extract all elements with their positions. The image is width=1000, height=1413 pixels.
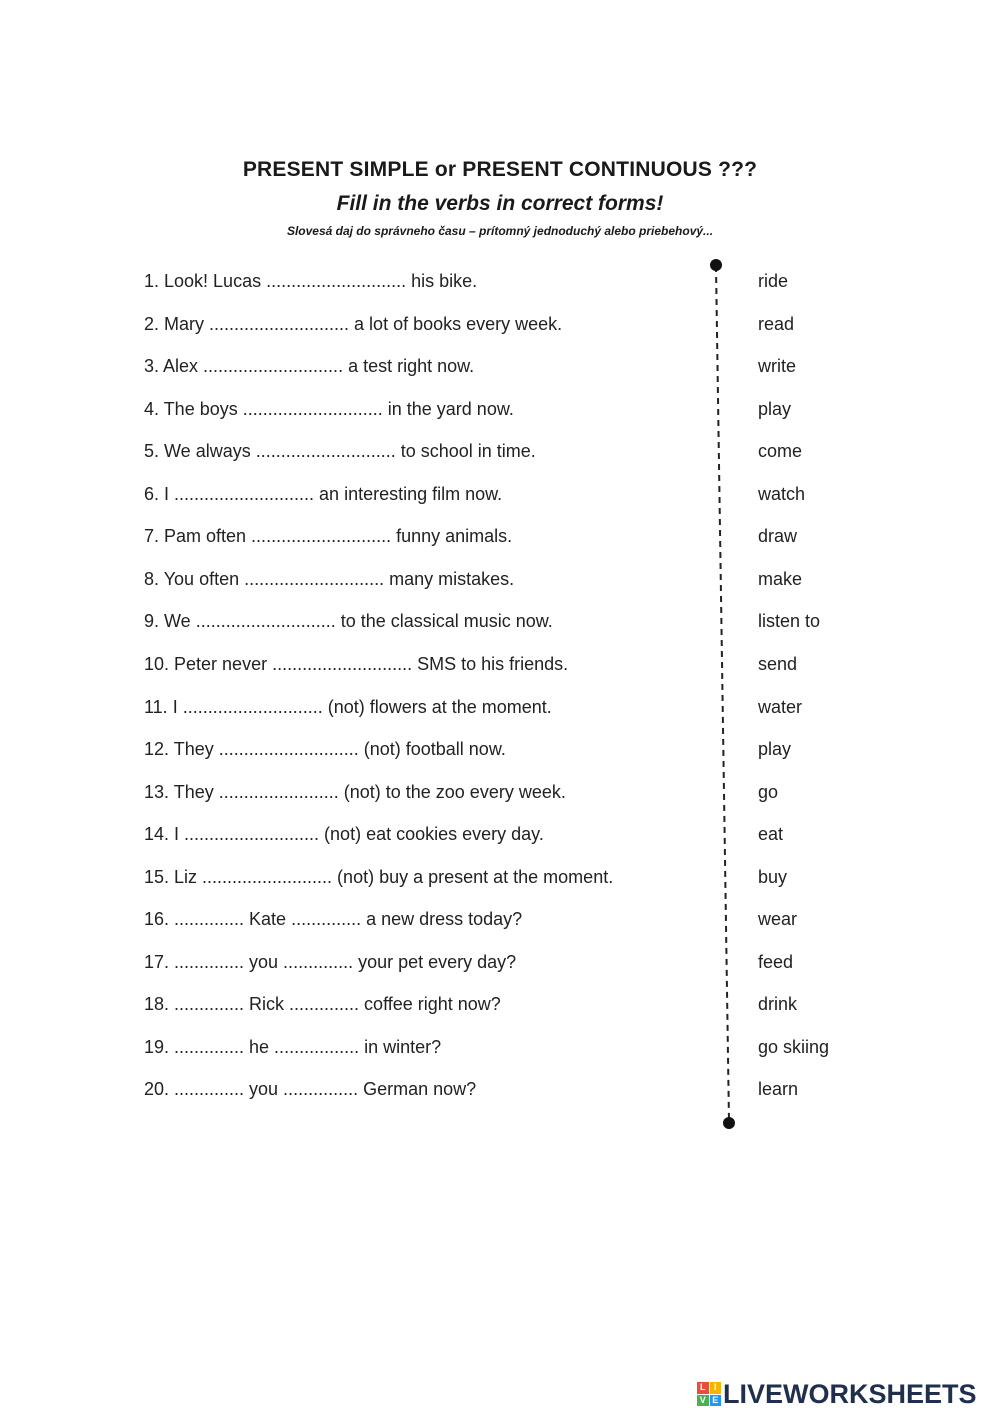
exercise-verb: go xyxy=(758,781,779,802)
logo-mark-cell: L xyxy=(697,1382,709,1394)
exercise-row xyxy=(0,526,1000,556)
exercise-row xyxy=(0,399,1000,429)
exercise-row xyxy=(0,1079,1000,1109)
exercise-verb: watch xyxy=(758,483,806,504)
worksheet-title: PRESENT SIMPLE or PRESENT CONTINUOUS ??? xyxy=(242,158,758,181)
liveworksheets-logo-mark xyxy=(697,1382,721,1406)
exercise-sentence: 14. I ........................... (not) eat cookies every day. xyxy=(144,824,544,845)
exercise-sentence: 2. Mary ............................ a lot of books every week. xyxy=(144,313,563,334)
exercise-sentence: 7. Pam often ............................ funny animals. xyxy=(144,526,513,547)
logo-mark-cell: V xyxy=(697,1395,709,1407)
exercise-verb: come xyxy=(758,441,803,462)
exercise-row xyxy=(0,484,1000,514)
exercise-sentence: 11. I ............................ (not) flowers at the moment. xyxy=(144,696,552,717)
exercise-sentence: 9. We ............................ to the classical music now. xyxy=(144,611,553,632)
exercise-row xyxy=(0,1037,1000,1067)
exercise-row xyxy=(0,654,1000,684)
exercise-row xyxy=(0,697,1000,727)
exercise-verb: feed xyxy=(758,951,794,972)
worksheet-note: Slovesá daj do správneho času – prítomný jednoduchý alebo priebehový... xyxy=(286,224,714,238)
exercise-verb: write xyxy=(758,356,797,377)
exercise-sentence: 5. We always ............................ to school in time. xyxy=(144,441,536,462)
exercise-verb: listen to xyxy=(758,611,821,632)
exercise-row xyxy=(0,867,1000,897)
exercise-sentence: 3. Alex ............................ a test right now. xyxy=(144,356,475,377)
exercise-sentence: 17. .............. you .............. your pet every day? xyxy=(144,951,517,972)
liveworksheets-logo-text: LIVEWORKSHEETS xyxy=(723,1378,977,1409)
exercise-sentence: 15. Liz .......................... (not) buy a present at the moment. xyxy=(144,866,614,887)
exercise-verb: water xyxy=(758,696,803,717)
exercise-sentence: 10. Peter never ............................ SMS to his friends. xyxy=(144,653,569,674)
exercise-row xyxy=(0,909,1000,939)
exercise-sentence: 20. .............. you ............... German now? xyxy=(144,1079,477,1100)
exercise-sentence: 13. They ........................ (not) to the zoo every week. xyxy=(144,781,566,802)
exercise-row xyxy=(0,271,1000,301)
exercise-verb: play xyxy=(758,398,792,419)
logo-mark-cell: E xyxy=(710,1395,722,1407)
exercise-sentence: 1. Look! Lucas ............................ his bike. xyxy=(144,271,478,291)
exercise-sentence: 16. .............. Kate .............. a new dress today? xyxy=(144,909,523,930)
worksheet-subtitle: Fill in the verbs in correct forms! xyxy=(336,192,664,215)
exercise-row xyxy=(0,611,1000,641)
exercise-row xyxy=(0,952,1000,982)
exercise-row xyxy=(0,569,1000,599)
exercise-row xyxy=(0,441,1000,471)
liveworksheets-logo xyxy=(697,1378,977,1410)
exercise-sentence: 19. .............. he ................. in winter? xyxy=(144,1036,442,1057)
exercise-verb: draw xyxy=(758,526,798,547)
exercise-verb: drink xyxy=(758,994,798,1015)
exercise-verb: send xyxy=(758,653,798,674)
exercise-sentence: 4. The boys ............................ in the yard now. xyxy=(144,398,514,419)
exercise-verb: learn xyxy=(758,1079,799,1100)
exercise-verb: wear xyxy=(758,909,798,930)
exercise-sentence: 6. I ............................ an interesting film now. xyxy=(144,483,503,504)
exercise-verb: go skiing xyxy=(758,1036,830,1057)
exercise-verb: buy xyxy=(758,866,788,887)
exercise-row xyxy=(0,824,1000,854)
exercise-row xyxy=(0,782,1000,812)
exercise-row xyxy=(0,356,1000,386)
exercise-sentence: 8. You often ............................ many mistakes. xyxy=(144,568,515,589)
exercise-row xyxy=(0,314,1000,344)
exercise-verb: make xyxy=(758,568,803,589)
exercise-verb: eat xyxy=(758,824,784,845)
logo-mark-cell: I xyxy=(710,1382,722,1394)
exercise-row xyxy=(0,994,1000,1024)
exercise-verb: read xyxy=(758,313,795,334)
exercise-sentence: 18. .............. Rick .............. coffee right now? xyxy=(144,994,501,1015)
exercise-sentence: 12. They ............................ (not) football now. xyxy=(144,739,506,760)
exercise-row xyxy=(0,739,1000,769)
exercise-verb: ride xyxy=(758,271,789,291)
exercise-verb: play xyxy=(758,739,792,760)
